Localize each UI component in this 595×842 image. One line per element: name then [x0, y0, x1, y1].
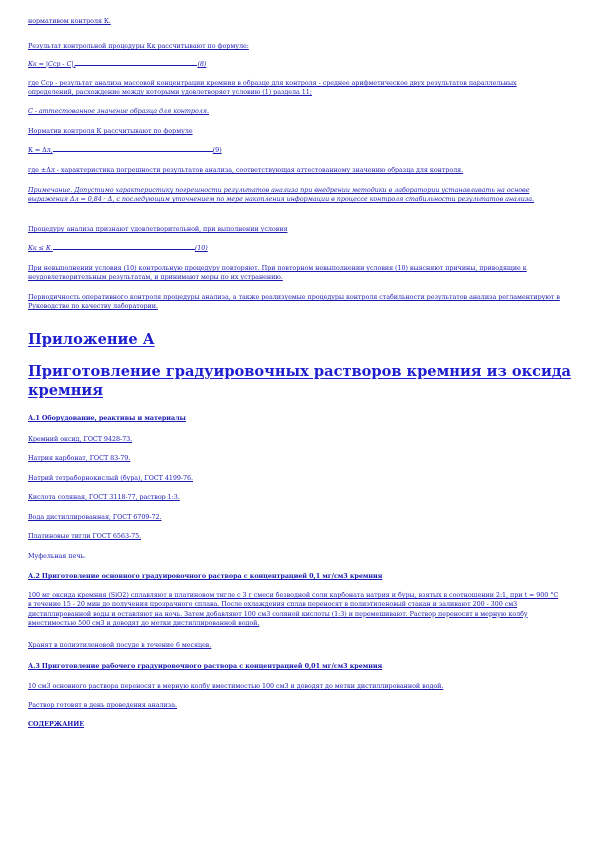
- procedure-condition-text: Процедуру анализа признают удовлетворительной, при выполнении условия: [28, 225, 288, 233]
- formula-9-expression: К = Δл,: [28, 146, 53, 154]
- where-csr-text: где Сср - результат анализа массовой концентрации кремния в образце для контроля - среднее арифметическое двух результатов параллельных определений, расхождение между которыми удовлетворяет условию (1) раздела 11;: [28, 79, 517, 97]
- a2-procedure-text: 100 мг оксида кремния (SiO2) сплавляют в платиновом тигле с 3 г смеси безводной соли карбоната натрия и буры, взятых в соотношении 2:1, при t = 900 °С в течение 15 - 20 мин до получения прозрачного сплава. После охлаждения сплав переносят в полиэтиленовый стакан и заливают 200 - 300 см3 дистиллированной воды и оставляют на ночь. Затем добавляют 100 см3 соляной кислоты (1:3) и перемешивают. Раствор переносят в мерную колбу вместимостью 500 см3 и доводят до метки дистиллированной водой.: [28, 591, 559, 628]
- c-definition-text: С - аттестованное значение образца для контроля.: [28, 107, 209, 115]
- formula-10: [28, 244, 208, 253]
- a3-procedure-text: 10 см3 основного раствора переносят в мерную колбу вместимостью 100 см3 и доводят до метки дистиллированной водой.: [28, 682, 444, 690]
- note-text: Примечание. Допустимо характеристику погрешности результатов анализа при внедрении методики в лаборатории устанавливать на основе выражения Δл = 0,84 · Δ, с последующим уточнением по мере накопления информации в процессе контроля стабильности результатов анализа.: [28, 186, 535, 204]
- repeat-procedure-text: При невыполнении условия (10) контрольную процедуру повторяют. При повторном невыполнении условия (10) выясняют причины, приводящие к неудовлетворительным результатам, и принимают меры по их устранению.: [28, 264, 527, 282]
- a3-ready-text: Раствор готовят в день проведения анализа.: [28, 701, 177, 709]
- material-item: Натрий тетраборнокислый (бура), ГОСТ 4199-76.: [28, 474, 194, 482]
- table-of-contents-link[interactable]: СОДЕРЖАНИЕ: [28, 720, 85, 728]
- control-standard-text: нормативом контроля К.: [28, 17, 111, 25]
- delta-definition-text: где ±Δл - характеристика погрешности результатов анализа, соответствующая аттестованному значению образца для контроля.: [28, 166, 464, 174]
- periodicity-text: Периодичность оперативного контроля процедуры анализа, а также реализуемые процедуры контроля стабильности результатов анализа регламентируют в Руководстве по качеству лаборатории.: [28, 293, 560, 311]
- a2-heading: А.2 Приготовление основного градуировочного раствора с концентрацией 0,1 мг/см3 кремния: [28, 572, 383, 580]
- formula-9: [28, 146, 222, 155]
- material-item: Вода дистиллированная, ГОСТ 6709-72.: [28, 513, 162, 521]
- formula-10-expression: Кк ≤ К.: [28, 244, 53, 252]
- a3-heading: А.3 Приготовление рабочего градуировочного раствора с концентрацией 0,01 мг/см3 кремния: [28, 662, 383, 670]
- material-item: Кремний оксид, ГОСТ 9428-73.: [28, 435, 133, 443]
- a2-storage-text: Хранят в полиэтиленовой посуде в течение 6 месяцев.: [28, 641, 212, 649]
- formula-10-number: (10): [194, 244, 208, 252]
- formula-9-number: (9): [212, 146, 222, 154]
- material-item: Натрия карбонат, ГОСТ 83-79.: [28, 454, 131, 462]
- a1-heading: А.1 Оборудование, реактивы и материалы: [28, 414, 186, 422]
- appendix-subtitle: Приготовление градуировочных растворов кремния из оксида кремния: [28, 363, 572, 399]
- appendix-title: Приложение А: [28, 331, 155, 348]
- material-item: Кислота соляная, ГОСТ 3118-77, раствор 1:3.: [28, 493, 180, 501]
- material-item: Платиновые тигли ГОСТ 6563-75.: [28, 532, 142, 540]
- material-item: Муфельная печь.: [28, 552, 86, 560]
- formula-8-number: (8): [197, 60, 207, 68]
- formula-intro-text: Результат контрольной процедуры Кк рассчитывают по формуле:: [28, 42, 249, 50]
- standard-formula-intro: Норматив контроля К рассчитывают по формуле: [28, 127, 193, 135]
- formula-8: [28, 60, 206, 69]
- formula-8-expression: Кк = |Сср - С|,: [28, 60, 76, 68]
